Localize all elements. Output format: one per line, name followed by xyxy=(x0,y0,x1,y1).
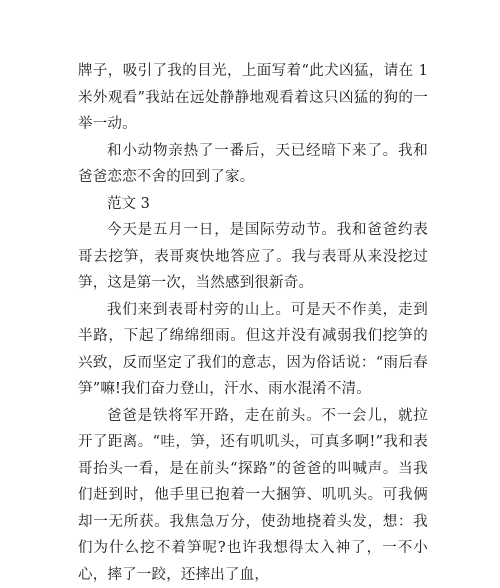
paragraph-1: 牌子，吸引了我的目光，上面写着“此犬凶猛，请在 1 米外观看”我站在远处静静地观看着这只凶猛的狗的一举一动。 xyxy=(78,58,428,138)
paragraph-4: 我们来到表哥村旁的山上。可是天不作美，走到半路，下起了绵绵细雨。但这并没有减弱我们挖笋的兴致，反而坚定了我们的意志，因为俗话说：“雨后春笋”嘛!我们奋力登山，汗水、雨水混淆不清。 xyxy=(78,297,428,403)
paragraph-2: 和小动物亲热了一番后，天已经暗下来了。我和爸爸恋恋不舍的回到了家。 xyxy=(78,138,428,191)
paragraph-3: 今天是五月一日，是国际劳动节。我和爸爸约表哥去挖笋，表哥爽快地答应了。我与表哥从来没挖过笋，这是第一次，当然感到很新奇。 xyxy=(78,217,428,297)
paragraph-5: 爸爸是铁将军开路，走在前头。不一会儿，就拉开了距离。“哇，笋，还有叽叽头，可真多啊!”我和表哥抬头一看，是在前头“探路”的爸爸的叫喊声。当我们赶到时，他手里已抱着一大捆笋、叽叽头。可我俩却一无所获。我焦急万分，使劲地挠着头发，想：我们为什么挖不着笋呢?也许我想得太入神了，一不小心，摔了一跤，还摔出了血， xyxy=(78,403,428,588)
document-body xyxy=(78,58,428,588)
section-heading: 范文 3 xyxy=(78,191,428,218)
